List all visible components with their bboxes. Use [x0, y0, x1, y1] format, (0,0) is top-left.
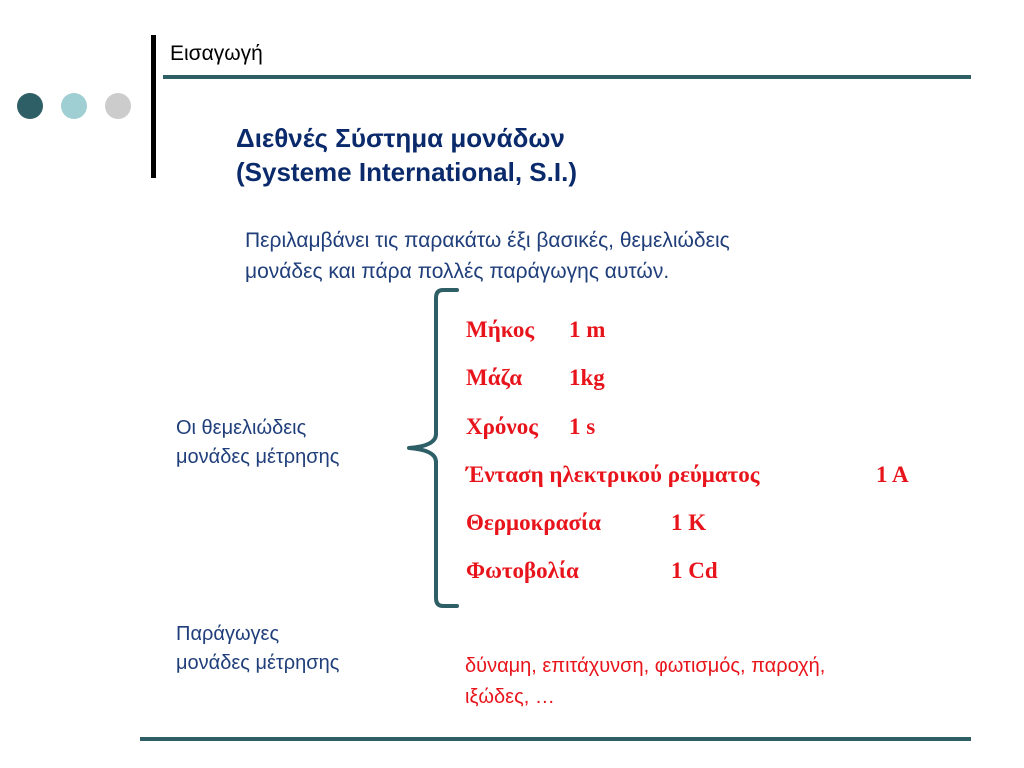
slide-title: [236, 121, 577, 189]
unit-quantity: Θερμοκρασία: [466, 510, 601, 535]
decor-dot-light: [61, 93, 87, 119]
unit-quantity: Χρόνος: [466, 414, 538, 439]
derived-units-examples: [465, 651, 825, 713]
section-title: Εισαγωγή: [170, 42, 263, 65]
derived-units-label-line1: Παράγωγες: [176, 623, 280, 645]
vertical-bar: [151, 35, 156, 178]
intro-line1: Περιλαμβάνει τις παρακάτω έξι βασικές, θεμελιώδεις: [245, 229, 730, 252]
slide-title-line2: (Systeme International, S.I.): [236, 157, 577, 187]
unit-value: 1kg: [569, 365, 605, 390]
derived-units-label: [176, 620, 339, 678]
bottom-rule: [140, 737, 971, 741]
unit-quantity: Μάζα: [466, 365, 523, 390]
base-units-label: [176, 414, 339, 472]
decor-dot-dark: [17, 93, 43, 119]
unit-value: 1 K: [671, 510, 707, 535]
base-units-label-line1: Οι θεμελιώδεις: [176, 417, 307, 439]
unit-quantity: Μήκος: [466, 317, 535, 342]
unit-value: 1 Cd: [671, 558, 718, 583]
unit-value: 1 A: [876, 462, 909, 487]
unit-value: 1 m: [569, 317, 606, 342]
decor-dot-gray: [105, 93, 131, 119]
intro-line2: μονάδες και πάρα πολλές παράγωγης αυτών.: [245, 260, 670, 283]
derived-examples-line2: ιξώδες, …: [465, 686, 555, 708]
base-units-label-line2: μονάδες μέτρησης: [176, 446, 340, 468]
intro-text: [245, 225, 730, 287]
derived-examples-line1: δύναμη, επιτάχυνση, φωτισμός, παροχή,: [465, 655, 826, 677]
slide-title-line1: Διεθνές Σύστημα μονάδων: [236, 123, 565, 153]
curly-brace: [405, 286, 465, 612]
top-rule: [163, 75, 971, 79]
unit-quantity: Ένταση ηλεκτρικού ρεύματος: [466, 462, 760, 487]
derived-units-label-line2: μονάδες μέτρησης: [176, 652, 340, 674]
unit-value: 1 s: [569, 414, 596, 439]
unit-quantity: Φωτοβολία: [466, 558, 579, 583]
